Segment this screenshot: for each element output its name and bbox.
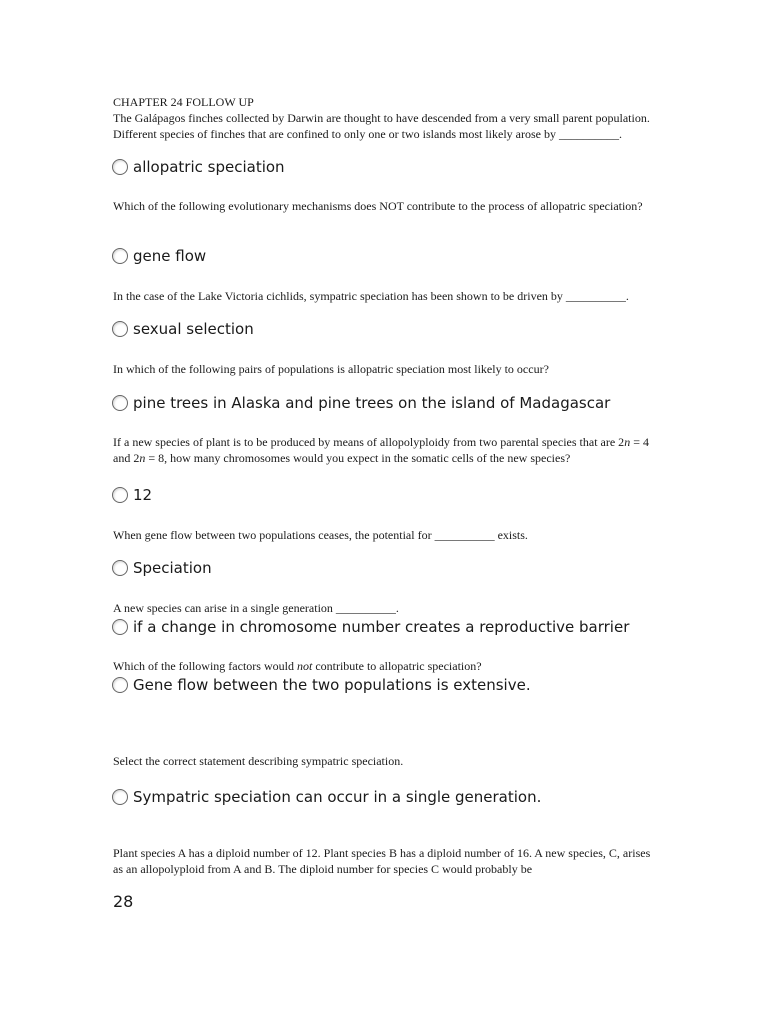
answer-6[interactable]: [112, 559, 212, 577]
radio-button-icon[interactable]: [112, 159, 128, 175]
chapter-heading: CHAPTER 24 FOLLOW UP: [113, 95, 254, 109]
radio-button-icon[interactable]: [112, 395, 128, 411]
answer-7[interactable]: [112, 618, 629, 636]
radio-button-icon[interactable]: [112, 619, 128, 635]
answer-4[interactable]: [112, 394, 610, 412]
answer-1-text: allopatric speciation: [133, 158, 285, 176]
answer-5-text: 12: [133, 486, 153, 504]
answer-9-text: Sympatric speciation can occur in a single generation.: [133, 788, 542, 806]
answer-1[interactable]: [112, 158, 285, 176]
radio-button-icon[interactable]: [112, 560, 128, 576]
answer-7-text: if a change in chromosome number creates a reproductive barrier: [133, 618, 630, 636]
question-8-text: [113, 658, 658, 674]
radio-button-icon[interactable]: [112, 677, 128, 693]
question-8-part-b: contribute to allopatric speciation?: [312, 659, 482, 673]
answer-9[interactable]: [112, 788, 541, 806]
question-5-part-a: If a new species of plant is to be produced by means of allopolyploidy from two parental species that are 2: [113, 435, 625, 449]
answer-8[interactable]: [112, 676, 531, 694]
answer-5[interactable]: [112, 486, 152, 504]
page-number: 28: [113, 892, 134, 911]
radio-button-icon[interactable]: [112, 487, 128, 503]
question-7-text: A new species can arise in a single generation __________.: [113, 601, 399, 615]
question-5-part-b: = 4 and 2: [113, 435, 649, 465]
answer-8-text: Gene flow between the two populations is extensive.: [133, 676, 531, 694]
question-9-text: Select the correct statement describing sympatric speciation.: [113, 754, 404, 768]
variable-n: n: [139, 451, 146, 465]
answer-6-text: Speciation: [133, 559, 212, 577]
radio-button-icon[interactable]: [112, 248, 128, 264]
answer-3-text: sexual selection: [133, 320, 254, 338]
radio-button-icon[interactable]: [112, 789, 128, 805]
radio-button-icon[interactable]: [112, 321, 128, 337]
question-1-text: The Galápagos finches collected by Darwin are thought to have descended from a very small parent population. Different species of finches that are confined to only one or two islands most likely arose by __________.: [113, 111, 650, 141]
question-5-part-c: = 8, how many chromosomes would you expect in the somatic cells of the new species?: [145, 451, 571, 465]
variable-n: n: [624, 435, 631, 449]
question-3-text: In the case of the Lake Victoria cichlids, sympatric speciation has been shown to be driven by __________.: [113, 289, 629, 303]
question-8-part-a: Which of the following factors would: [113, 659, 297, 673]
answer-2-text: gene flow: [133, 247, 207, 265]
emphasis-not: not: [296, 659, 313, 673]
question-1-block: [113, 94, 658, 142]
question-10-text: Plant species A has a diploid number of 12. Plant species B has a diploid number of 16. A new species, C, arises as an allopolyploid from A and B. The diploid number for species C would probably be: [113, 846, 651, 876]
question-5-text: [113, 434, 658, 466]
question-6-text: When gene flow between two populations ceases, the potential for __________ exists.: [113, 528, 528, 542]
answer-3[interactable]: [112, 320, 254, 338]
answer-4-text: pine trees in Alaska and pine trees on the island of Madagascar: [133, 394, 611, 412]
answer-2[interactable]: [112, 247, 206, 265]
question-4-text: In which of the following pairs of populations is allopatric speciation most likely to occur?: [113, 362, 549, 376]
question-2-text: Which of the following evolutionary mechanisms does NOT contribute to the process of allopatric speciation?: [113, 199, 643, 213]
